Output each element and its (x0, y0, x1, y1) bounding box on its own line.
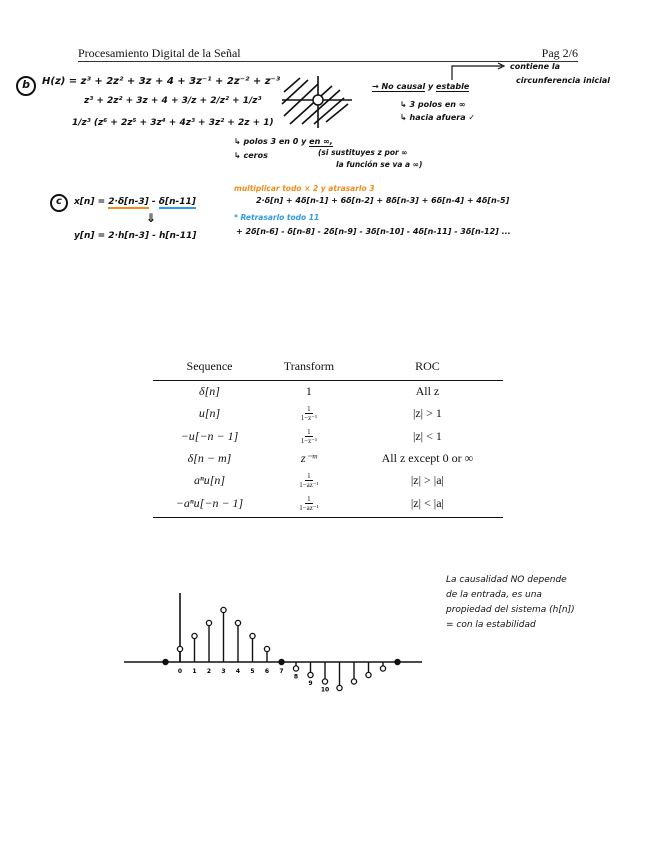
ceros-note: ↳ ceros (234, 151, 268, 160)
stem-point (308, 672, 313, 677)
stem-point (264, 646, 269, 651)
stem-point (235, 620, 240, 625)
causality-note (446, 573, 575, 633)
col-roc: ROC (352, 355, 503, 381)
hacia-afuera-note: ↳ hacia afuera ✓ (400, 113, 476, 122)
table-row: δ[n − m] z⁻ᵐ All z except 0 or ∞ (187, 451, 474, 465)
col-sequence: Sequence (153, 355, 266, 381)
table-row: −u[−n − 1] $\frac{1}{\text{1−z⁻¹}}$ |z| < 1 (180, 428, 442, 445)
stem-point (177, 646, 182, 651)
table-row: −aⁿu[−n − 1] $\frac{1}{\text{1−az⁻¹}}$ |z| < |a| (153, 492, 503, 518)
stem-point (351, 679, 356, 684)
note-line: = con la estabilidad (446, 620, 536, 630)
stem-point (366, 672, 371, 677)
tick-label: 1 (192, 668, 197, 675)
tick-label: 6 (264, 668, 270, 675)
implies-arrow-icon: ⇓ (146, 211, 157, 225)
y-definition: y[n] = 2·h[n-3] - h[n-11] (74, 231, 197, 241)
circunferencia-note: circunferencia inicial (516, 76, 611, 85)
note-line: de la entrada, es una (446, 590, 542, 600)
stem-point (380, 666, 385, 671)
h-definition: H(z) = z³ + 2z² + 3z + 4 + 3z⁻¹ + 2z⁻² + z⁻³ (42, 76, 281, 87)
expansion-line-1: 2·δ[n] + 4δ[n-1] + 6δ[n-2] + 8δ[n-3] + 6δ[n-4] + 4δ[n-5] (256, 196, 510, 205)
page-header (78, 46, 578, 61)
stem-point (163, 659, 168, 664)
h-line-2: z³ + 2z² + 3z + 4 + 3/z + 2/z² + 1/z³ (84, 96, 262, 106)
stem-point (337, 685, 342, 690)
x-definition: x[n] = 2·δ[n-3] - δ[n-11] (74, 197, 196, 207)
tick-label: 2 (206, 668, 212, 675)
no-causal-note: → No causal y estable (372, 82, 470, 91)
tick-label: 4 (235, 668, 241, 675)
table-row: aⁿu[n] $\frac{1}{\text{1−az⁻¹}}$ |z| > |a| (193, 472, 444, 489)
section-c-label: c (56, 196, 62, 207)
table-row: δ[n] 1 All z (199, 384, 440, 398)
tick-label: 7 (279, 668, 284, 675)
tick-label: 3 (221, 668, 226, 675)
section-b-label: b (22, 78, 30, 91)
contiene-note: contiene la (510, 62, 560, 71)
orange-annotation: multiplicar todo × 2 y atrasarlo 3 (234, 184, 375, 193)
table-row: u[n] $\frac{1}{\text{1−z⁻¹}}$ |z| > 1 (198, 405, 442, 422)
arrow-to-contiene-icon (448, 62, 508, 82)
stem-point (322, 679, 327, 684)
pole-zero-sketch (278, 72, 358, 132)
stem-point (293, 666, 298, 671)
z-transform-table (153, 355, 503, 518)
expansion-line-2: + 2δ[n-6] - δ[n-8] - 2δ[n-9] - 3δ[n-10] - 4δ[n-11] - 3δ[n-12] ... (236, 227, 511, 236)
tick-label: 0 (177, 668, 183, 675)
tick-label: 8 (293, 673, 299, 681)
blue-annotation: * Retrasarlo todo 11 (234, 213, 320, 222)
tick-label: 10 (320, 686, 330, 694)
stem-point (206, 620, 211, 625)
page-number: Pag 2/6 (541, 46, 578, 60)
stem-point (221, 607, 226, 612)
polos-note: ↳ polos 3 en 0 y en ∞, (234, 137, 333, 146)
tick-label: 9 (308, 680, 313, 687)
col-transform: Transform (266, 355, 352, 381)
stem-point (192, 633, 197, 638)
stem-plot (118, 585, 428, 715)
stem-point (250, 633, 255, 638)
sustituyes-note-1: (si sustituyes z por ∞ (318, 148, 408, 157)
document-title: Procesamiento Digital de la Señal (78, 46, 241, 60)
tick-label: 5 (250, 668, 255, 675)
note-line: La causalidad NO depende (446, 575, 567, 585)
polos-inf-note: ↳ 3 polos en ∞ (400, 100, 466, 109)
sustituyes-note-2: la función se va a ∞) (336, 160, 423, 169)
stem-point (395, 659, 400, 664)
note-line: propiedad del sistema (h[n]) (446, 605, 575, 615)
stem-point (279, 659, 284, 664)
h-line-3: 1/z³ (z⁶ + 2z⁵ + 3z⁴ + 4z³ + 3z² + 2z + 1) (72, 118, 274, 128)
